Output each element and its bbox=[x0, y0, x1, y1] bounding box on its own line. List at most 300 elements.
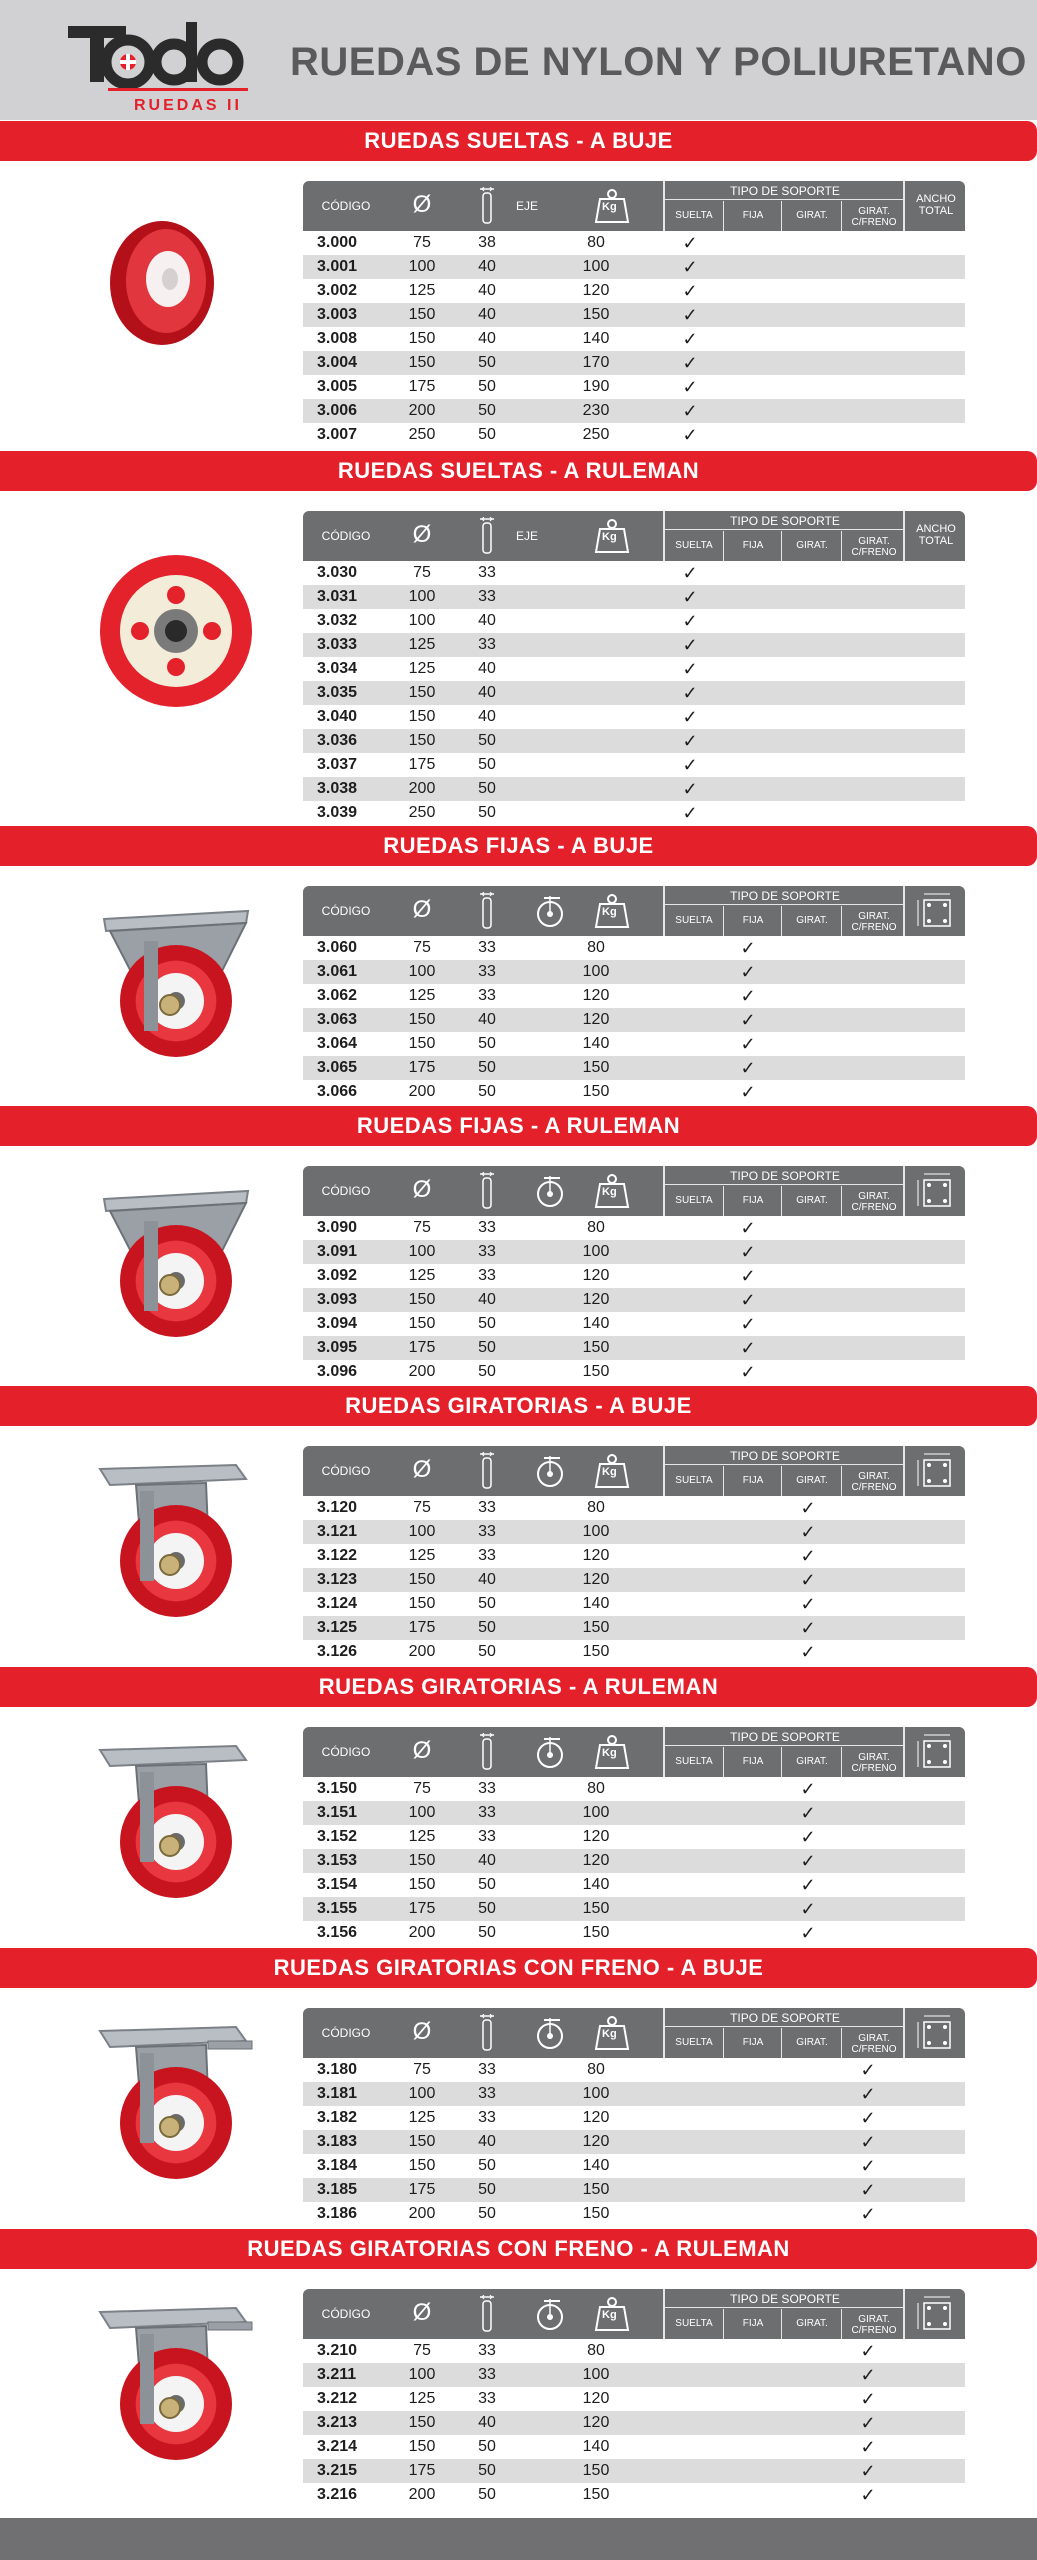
header-diameter: Ø bbox=[412, 1737, 432, 1764]
cell-width: 50 bbox=[478, 2181, 496, 2198]
loose-wheel-bushing-image bbox=[100, 201, 220, 366]
table-row bbox=[303, 2082, 965, 2106]
cell-code: 3.091 bbox=[317, 1243, 358, 1260]
cell-load: 250 bbox=[582, 426, 610, 443]
cell-width: 40 bbox=[478, 1571, 496, 1588]
cell-support-check: ✓ bbox=[682, 233, 698, 253]
cell-support-check: ✓ bbox=[800, 1594, 816, 1614]
header-total-width bbox=[903, 511, 967, 561]
header-diameter: Ø bbox=[412, 896, 432, 923]
cell-load: 140 bbox=[582, 2157, 610, 2174]
header-suelta: SUELTA bbox=[675, 2318, 713, 2329]
cell-diameter: 150 bbox=[408, 684, 436, 701]
header-fija: FIJA bbox=[723, 1466, 782, 1496]
cell-load bbox=[556, 729, 636, 753]
width-icon bbox=[480, 2014, 494, 2052]
cell-width: 50 bbox=[478, 732, 496, 749]
cell-diameter: 100 bbox=[408, 2085, 436, 2102]
cell-diameter: 200 bbox=[408, 2486, 436, 2503]
cell-load: 120 bbox=[582, 2133, 610, 2150]
table-row bbox=[303, 1801, 965, 1825]
table-row bbox=[303, 2058, 965, 2082]
header-girat-freno-line1: GIRAT. bbox=[858, 1471, 890, 1482]
table-row bbox=[303, 1897, 965, 1921]
header-support-type: TIPO DE SOPORTE bbox=[665, 1168, 905, 1185]
plate-icon bbox=[903, 1727, 967, 1777]
header-girat: GIRAT. bbox=[781, 2309, 842, 2339]
cell-width: 33 bbox=[478, 1243, 496, 1260]
cell-width: 50 bbox=[478, 1924, 496, 1941]
table-row bbox=[303, 2411, 965, 2435]
cell-diameter: 150 bbox=[408, 2438, 436, 2455]
header-suelta: SUELTA bbox=[675, 1756, 713, 1767]
cell-support-check: ✓ bbox=[682, 563, 698, 583]
header-support-type: TIPO DE SOPORTE bbox=[665, 1729, 905, 1746]
width-icon bbox=[480, 187, 494, 225]
cell-support-check: ✓ bbox=[800, 1803, 816, 1823]
header-fija: FIJA bbox=[723, 1747, 782, 1777]
cell-code: 3.125 bbox=[317, 1619, 358, 1636]
cell-support-check: ✓ bbox=[740, 1290, 756, 1310]
header-kg: Kg bbox=[602, 531, 617, 543]
section-title: RUEDAS GIRATORIAS - A RULEMAN bbox=[0, 1667, 1037, 1707]
width-icon bbox=[480, 892, 494, 930]
cell-diameter: 125 bbox=[408, 1267, 436, 1284]
cell-support-check: ✓ bbox=[800, 1642, 816, 1662]
cell-support-check: ✓ bbox=[682, 329, 698, 349]
header-girat-freno bbox=[841, 1466, 906, 1496]
cell-load: 150 bbox=[582, 1339, 610, 1356]
header-support-type: TIPO DE SOPORTE bbox=[665, 1448, 905, 1465]
cell-code: 3.000 bbox=[317, 234, 358, 251]
cell-code: 3.210 bbox=[317, 2342, 358, 2359]
table-header bbox=[303, 1446, 965, 1496]
cell-width: 50 bbox=[478, 378, 496, 395]
header-suelta: SUELTA bbox=[675, 540, 713, 551]
table-row bbox=[303, 303, 965, 327]
table-header bbox=[303, 1166, 965, 1216]
cell-code: 3.038 bbox=[317, 780, 358, 797]
cell-width: 33 bbox=[478, 1219, 496, 1236]
cell-code: 3.156 bbox=[317, 1924, 358, 1941]
cell-diameter: 175 bbox=[408, 378, 436, 395]
cell-width: 50 bbox=[478, 756, 496, 773]
cell-code: 3.040 bbox=[317, 708, 358, 725]
cell-diameter: 75 bbox=[413, 1780, 431, 1797]
cell-load: 150 bbox=[582, 306, 610, 323]
cell-load: 150 bbox=[582, 1363, 610, 1380]
cell-code: 3.096 bbox=[317, 1363, 358, 1380]
section-title: RUEDAS SUELTAS - A RULEMAN bbox=[0, 451, 1037, 491]
table-row bbox=[303, 255, 965, 279]
cell-diameter: 125 bbox=[408, 2109, 436, 2126]
cell-diameter: 100 bbox=[408, 963, 436, 980]
cell-diameter: 150 bbox=[408, 1011, 436, 1028]
table-row bbox=[303, 1568, 965, 1592]
table-row bbox=[303, 2154, 965, 2178]
table-row bbox=[303, 801, 965, 825]
table-row bbox=[303, 1056, 965, 1080]
cell-support-check: ✓ bbox=[860, 2132, 876, 2152]
cell-code: 3.001 bbox=[317, 258, 358, 275]
cell-code: 3.154 bbox=[317, 1876, 358, 1893]
offset-icon bbox=[534, 2297, 568, 2336]
cell-support-check: ✓ bbox=[800, 1875, 816, 1895]
cell-load: 100 bbox=[582, 1523, 610, 1540]
cell-diameter: 125 bbox=[408, 282, 436, 299]
table-row bbox=[303, 753, 965, 777]
plate-icon bbox=[903, 2289, 967, 2339]
cell-diameter: 175 bbox=[408, 1619, 436, 1636]
cell-support-check: ✓ bbox=[740, 1314, 756, 1334]
cell-load: 120 bbox=[582, 1011, 610, 1028]
cell-diameter: 150 bbox=[408, 732, 436, 749]
cell-diameter: 200 bbox=[408, 1643, 436, 1660]
header-kg: Kg bbox=[602, 2309, 617, 2321]
cell-width: 50 bbox=[478, 780, 496, 797]
cell-width: 33 bbox=[478, 2366, 496, 2383]
cell-support-check: ✓ bbox=[800, 1827, 816, 1847]
table-row bbox=[303, 399, 965, 423]
cell-support-check: ✓ bbox=[682, 401, 698, 421]
fixed-caster-image bbox=[96, 901, 256, 1066]
table-row bbox=[303, 1496, 965, 1520]
cell-load: 140 bbox=[582, 2438, 610, 2455]
cell-load: 120 bbox=[582, 1267, 610, 1284]
cell-diameter: 175 bbox=[408, 2181, 436, 2198]
table-row bbox=[303, 2459, 965, 2483]
table-row bbox=[303, 1777, 965, 1801]
cell-code: 3.155 bbox=[317, 1900, 358, 1917]
support-type-group bbox=[663, 1727, 905, 1777]
cell-diameter: 200 bbox=[408, 1083, 436, 1100]
cell-diameter: 200 bbox=[408, 402, 436, 419]
cell-code: 3.036 bbox=[317, 732, 358, 749]
cell-support-check: ✓ bbox=[740, 1082, 756, 1102]
cell-width: 33 bbox=[478, 2085, 496, 2102]
cell-support-check: ✓ bbox=[800, 1618, 816, 1638]
table-row bbox=[303, 351, 965, 375]
cell-support-check: ✓ bbox=[740, 1010, 756, 1030]
cell-diameter: 150 bbox=[408, 1571, 436, 1588]
cell-code: 3.094 bbox=[317, 1315, 358, 1332]
section-title: RUEDAS SUELTAS - A BUJE bbox=[0, 121, 1037, 161]
cell-width: 40 bbox=[478, 2414, 496, 2431]
cell-width: 33 bbox=[478, 2390, 496, 2407]
cell-support-check: ✓ bbox=[740, 1362, 756, 1382]
table-row bbox=[303, 375, 965, 399]
header-girat-freno bbox=[841, 2028, 906, 2058]
header-girat-freno-line2: C/FRENO bbox=[851, 2325, 897, 2336]
cell-width: 33 bbox=[478, 939, 496, 956]
cell-code: 3.152 bbox=[317, 1828, 358, 1845]
header-girat-freno-line1: GIRAT. bbox=[858, 2033, 890, 2044]
cell-load: 100 bbox=[582, 2085, 610, 2102]
cell-diameter: 125 bbox=[408, 636, 436, 653]
cell-width: 33 bbox=[478, 1499, 496, 1516]
header-girat: GIRAT. bbox=[781, 1466, 842, 1496]
table-row bbox=[303, 936, 965, 960]
header-girat: GIRAT. bbox=[781, 906, 842, 936]
cell-code: 3.090 bbox=[317, 1219, 358, 1236]
cell-code: 3.126 bbox=[317, 1643, 358, 1660]
header-diameter: Ø bbox=[412, 521, 432, 548]
header-fija: FIJA bbox=[723, 201, 782, 231]
header-girat: GIRAT. bbox=[781, 201, 842, 231]
cell-support-check: ✓ bbox=[740, 986, 756, 1006]
header-girat-freno-line2: C/FRENO bbox=[851, 217, 897, 228]
cell-code: 3.004 bbox=[317, 354, 358, 371]
header-support-type: TIPO DE SOPORTE bbox=[665, 2291, 905, 2308]
header-fija: FIJA bbox=[723, 2309, 782, 2339]
cell-load: 120 bbox=[582, 2109, 610, 2126]
cell-code: 3.185 bbox=[317, 2181, 358, 2198]
support-type-group bbox=[663, 886, 905, 936]
cell-code: 3.093 bbox=[317, 1291, 358, 1308]
cell-code: 3.121 bbox=[317, 1523, 358, 1540]
header-girat-freno bbox=[841, 906, 906, 936]
header-girat: GIRAT. bbox=[781, 2028, 842, 2058]
swivel-caster-brake-image bbox=[96, 2304, 256, 2469]
cell-diameter: 150 bbox=[408, 1315, 436, 1332]
table-row bbox=[303, 1264, 965, 1288]
cell-code: 3.151 bbox=[317, 1804, 358, 1821]
header-code: CÓDIGO bbox=[321, 2307, 371, 2321]
cell-width: 33 bbox=[478, 2342, 496, 2359]
cell-code: 3.062 bbox=[317, 987, 358, 1004]
cell-load bbox=[556, 561, 636, 585]
offset-icon bbox=[534, 1735, 568, 1774]
cell-diameter: 75 bbox=[413, 2342, 431, 2359]
header-girat-freno-line1: GIRAT. bbox=[858, 2314, 890, 2325]
cell-load: 80 bbox=[587, 939, 605, 956]
cell-width: 40 bbox=[478, 708, 496, 725]
cell-support-check: ✓ bbox=[682, 635, 698, 655]
cell-diameter: 150 bbox=[408, 1291, 436, 1308]
cell-code: 3.214 bbox=[317, 2438, 358, 2455]
table-header bbox=[303, 2289, 965, 2339]
header-suelta: SUELTA bbox=[675, 1475, 713, 1486]
cell-width: 50 bbox=[478, 1083, 496, 1100]
cell-diameter: 200 bbox=[408, 1924, 436, 1941]
swivel-caster-image bbox=[96, 1461, 256, 1626]
cell-width: 40 bbox=[478, 684, 496, 701]
header-fija: FIJA bbox=[723, 1186, 782, 1216]
cell-support-check: ✓ bbox=[740, 1266, 756, 1286]
cell-diameter: 150 bbox=[408, 2414, 436, 2431]
header-fija: FIJA bbox=[723, 531, 782, 561]
header-girat-freno bbox=[841, 2309, 906, 2339]
cell-support-check: ✓ bbox=[682, 587, 698, 607]
cell-support-check: ✓ bbox=[860, 2341, 876, 2361]
cell-code: 3.180 bbox=[317, 2061, 358, 2078]
width-icon bbox=[480, 1733, 494, 1771]
cell-support-check: ✓ bbox=[682, 281, 698, 301]
cell-diameter: 100 bbox=[408, 258, 436, 275]
support-type-group bbox=[663, 2289, 905, 2339]
cell-code: 3.034 bbox=[317, 660, 358, 677]
cell-diameter: 150 bbox=[408, 1852, 436, 1869]
cell-code: 3.123 bbox=[317, 1571, 358, 1588]
cell-support-check: ✓ bbox=[740, 1218, 756, 1238]
table-header bbox=[303, 181, 965, 231]
plate-icon bbox=[903, 886, 967, 936]
table-row bbox=[303, 1240, 965, 1264]
table-row bbox=[303, 1544, 965, 1568]
table-row bbox=[303, 984, 965, 1008]
header-kg: Kg bbox=[602, 1747, 617, 1759]
cell-support-check: ✓ bbox=[682, 305, 698, 325]
cell-diameter: 125 bbox=[408, 987, 436, 1004]
cell-width: 33 bbox=[478, 963, 496, 980]
header-girat-freno-line1: GIRAT. bbox=[858, 1191, 890, 1202]
cell-load: 140 bbox=[582, 1315, 610, 1332]
logo-graphic bbox=[68, 22, 253, 114]
header-kg: Kg bbox=[602, 1466, 617, 1478]
cell-load: 150 bbox=[582, 1619, 610, 1636]
width-icon bbox=[480, 517, 494, 555]
table-row bbox=[303, 1032, 965, 1056]
cell-support-check: ✓ bbox=[800, 1899, 816, 1919]
cell-width: 40 bbox=[478, 282, 496, 299]
offset-icon bbox=[534, 894, 568, 933]
cell-diameter: 75 bbox=[413, 1219, 431, 1236]
cell-code: 3.182 bbox=[317, 2109, 358, 2126]
section-title: RUEDAS FIJAS - A BUJE bbox=[0, 826, 1037, 866]
table-row bbox=[303, 561, 965, 585]
table-row bbox=[303, 1008, 965, 1032]
table-row bbox=[303, 2106, 965, 2130]
cell-width: 50 bbox=[478, 1315, 496, 1332]
plate-icon bbox=[903, 2008, 967, 2058]
cell-diameter: 100 bbox=[408, 1804, 436, 1821]
header-axle: EJE bbox=[515, 199, 538, 213]
cell-width: 33 bbox=[478, 1804, 496, 1821]
table-row bbox=[303, 1873, 965, 1897]
cell-width: 40 bbox=[478, 612, 496, 629]
header-diameter: Ø bbox=[412, 1176, 432, 1203]
cell-load: 150 bbox=[582, 2205, 610, 2222]
brand-logo bbox=[68, 22, 253, 114]
cell-code: 3.035 bbox=[317, 684, 358, 701]
table-row bbox=[303, 1921, 965, 1945]
table-row bbox=[303, 657, 965, 681]
cell-support-check: ✓ bbox=[860, 2156, 876, 2176]
header-girat-freno-line1: GIRAT. bbox=[858, 1752, 890, 1763]
cell-support-check: ✓ bbox=[682, 683, 698, 703]
cell-support-check: ✓ bbox=[860, 2461, 876, 2481]
cell-diameter: 200 bbox=[408, 1363, 436, 1380]
cell-diameter: 150 bbox=[408, 1035, 436, 1052]
cell-diameter: 250 bbox=[408, 804, 436, 821]
cell-support-check: ✓ bbox=[682, 659, 698, 679]
cell-load: 120 bbox=[582, 282, 610, 299]
cell-diameter: 150 bbox=[408, 2157, 436, 2174]
cell-diameter: 75 bbox=[413, 1499, 431, 1516]
cell-support-check: ✓ bbox=[800, 1498, 816, 1518]
cell-support-check: ✓ bbox=[682, 731, 698, 751]
cell-support-check: ✓ bbox=[740, 1242, 756, 1262]
header-girat-freno bbox=[841, 201, 906, 231]
cell-load: 140 bbox=[582, 1876, 610, 1893]
header-girat-freno-line2: C/FRENO bbox=[851, 922, 897, 933]
cell-code: 3.061 bbox=[317, 963, 358, 980]
cell-code: 3.060 bbox=[317, 939, 358, 956]
cell-support-check: ✓ bbox=[682, 377, 698, 397]
header-support-type: TIPO DE SOPORTE bbox=[665, 888, 905, 905]
cell-support-check: ✓ bbox=[860, 2180, 876, 2200]
header-girat-freno-line2: C/FRENO bbox=[851, 547, 897, 558]
header-suelta: SUELTA bbox=[675, 915, 713, 926]
cell-code: 3.006 bbox=[317, 402, 358, 419]
cell-width: 40 bbox=[478, 306, 496, 323]
plate-icon bbox=[903, 1446, 967, 1496]
cell-load: 150 bbox=[582, 1924, 610, 1941]
cell-diameter: 100 bbox=[408, 1523, 436, 1540]
cell-width: 50 bbox=[478, 402, 496, 419]
table-row bbox=[303, 960, 965, 984]
cell-diameter: 200 bbox=[408, 780, 436, 797]
cell-load: 120 bbox=[582, 987, 610, 1004]
table-row bbox=[303, 1216, 965, 1240]
cell-width: 50 bbox=[478, 1059, 496, 1076]
cell-load: 140 bbox=[582, 330, 610, 347]
cell-support-check: ✓ bbox=[860, 2413, 876, 2433]
cell-width: 50 bbox=[478, 1339, 496, 1356]
cell-code: 3.153 bbox=[317, 1852, 358, 1869]
header-support-type: TIPO DE SOPORTE bbox=[665, 183, 905, 200]
cell-load: 120 bbox=[582, 1291, 610, 1308]
cell-support-check: ✓ bbox=[860, 2437, 876, 2457]
table-row bbox=[303, 327, 965, 351]
header-code: CÓDIGO bbox=[321, 1464, 371, 1478]
cell-diameter: 125 bbox=[408, 2390, 436, 2407]
cell-support-check: ✓ bbox=[800, 1570, 816, 1590]
cell-width: 33 bbox=[478, 2109, 496, 2126]
table-row bbox=[303, 681, 965, 705]
cell-code: 3.122 bbox=[317, 1547, 358, 1564]
table-row bbox=[303, 1592, 965, 1616]
cell-diameter: 150 bbox=[408, 1595, 436, 1612]
section-title: RUEDAS FIJAS - A RULEMAN bbox=[0, 1106, 1037, 1146]
header-girat-freno bbox=[841, 1747, 906, 1777]
support-type-group bbox=[663, 511, 905, 561]
header-axle: EJE bbox=[515, 529, 538, 543]
width-icon bbox=[480, 1172, 494, 1210]
header-kg: Kg bbox=[602, 2028, 617, 2040]
cell-code: 3.124 bbox=[317, 1595, 358, 1612]
cell-width: 33 bbox=[478, 1523, 496, 1540]
cell-diameter: 175 bbox=[408, 1900, 436, 1917]
header-suelta: SUELTA bbox=[675, 1195, 713, 1206]
cell-width: 50 bbox=[478, 2486, 496, 2503]
header-girat-freno-line1: GIRAT. bbox=[858, 206, 890, 217]
cell-code: 3.032 bbox=[317, 612, 358, 629]
cell-load bbox=[556, 705, 636, 729]
cell-diameter: 150 bbox=[408, 354, 436, 371]
cell-load: 140 bbox=[582, 1595, 610, 1612]
cell-code: 3.039 bbox=[317, 804, 358, 821]
cell-code: 3.005 bbox=[317, 378, 358, 395]
cell-load bbox=[556, 777, 636, 801]
cell-support-check: ✓ bbox=[682, 779, 698, 799]
cell-load bbox=[556, 657, 636, 681]
cell-support-check: ✓ bbox=[800, 1546, 816, 1566]
header-code: CÓDIGO bbox=[321, 1745, 371, 1759]
cell-diameter: 175 bbox=[408, 756, 436, 773]
header-girat: GIRAT. bbox=[781, 1186, 842, 1216]
cell-support-check: ✓ bbox=[800, 1923, 816, 1943]
